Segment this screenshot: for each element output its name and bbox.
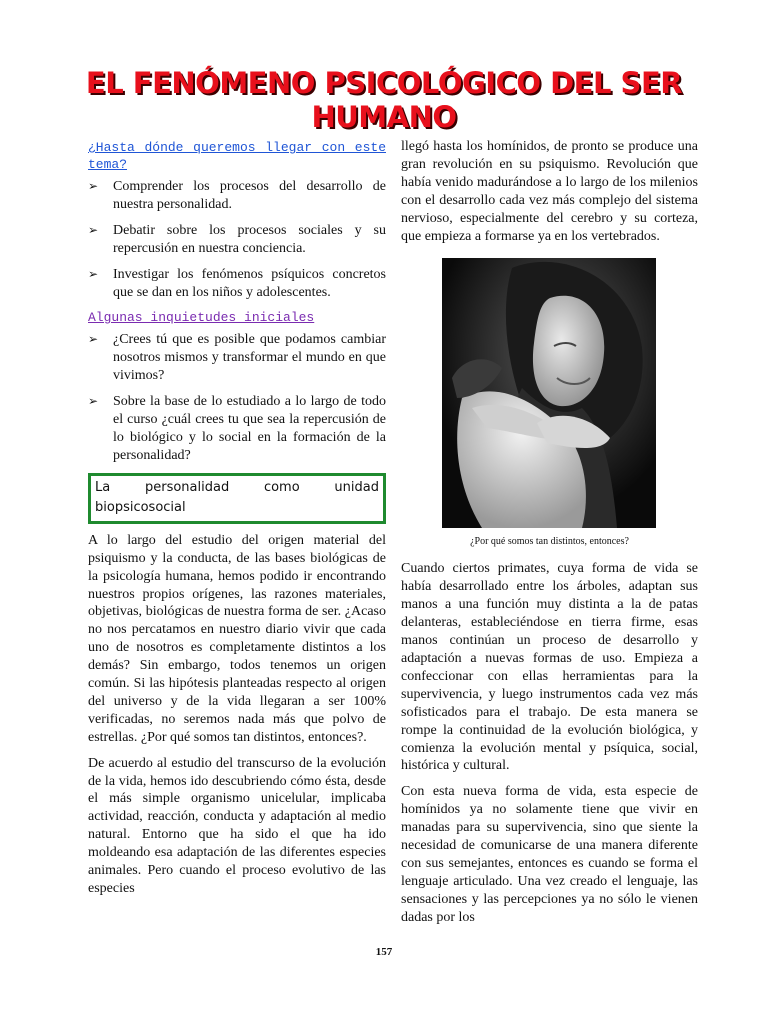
list-item (88, 178, 386, 214)
list-item (88, 266, 386, 302)
list-item-text: Sobre la base de lo estudiado a lo largo de todo el curso ¿cuál crees tu que sea la repercusión de lo biológico y lo social en la formación de la personalidad? (113, 394, 386, 463)
arrow-right-icon: ➢ (88, 266, 99, 281)
page-title (84, 66, 684, 134)
list-item (88, 331, 386, 385)
list-item-text: Comprender los procesos del desarrollo de nuestra personalidad. (113, 179, 386, 212)
photo-illustration (442, 258, 656, 528)
box-word: unidad (334, 479, 379, 495)
list-item (88, 393, 386, 465)
box-line-2: biopsicosocial (95, 499, 186, 515)
body-paragraph: llegó hasta los homínidos, de pronto se produce una gran revolución en su psiquismo. Revolución que había venido madurándose a lo largo de los milenios con el desarrollo cada vez más complejo del sistema nervioso, especialmente del cerebro y su corteza, que empieza a formarse ya en los vertebrados. (401, 139, 698, 244)
box-word: La (95, 479, 111, 495)
body-paragraph: De acuerdo al estudio del transcurso de la evolución de la vida, hemos ido descubriendo cómo ésta, desde el más simple organismo unicelular, implicaba actividad, reacción, conducta y adaptación al medio natural. Entorno que ha sido el que ha ido moldeando esa adaptación de las diferentes especies animales. Pero cuando el proceso evolutivo de las especies (88, 755, 386, 896)
arrow-right-icon: ➢ (88, 222, 99, 237)
list-item (88, 222, 386, 258)
box-line-1 (95, 478, 379, 498)
box-word: personalidad (144, 479, 230, 495)
box-word: como (263, 479, 300, 495)
title-line-2: HUMANO (311, 100, 457, 134)
arrow-right-icon: ➢ (88, 394, 99, 409)
section-heading-questions: Algunas inquietudes iniciales (88, 310, 315, 326)
page-number: 157 (375, 946, 393, 958)
right-column (401, 138, 698, 935)
embrace-photo (442, 258, 656, 528)
photo-caption: ¿Por qué somos tan distintos, entonces? (470, 536, 629, 548)
arrow-right-icon: ➢ (88, 179, 99, 193)
list-item-text: Debatir sobre los procesos sociales y su repercusión en nuestra conciencia. (113, 222, 386, 256)
left-column (88, 139, 386, 906)
questions-list (88, 331, 386, 464)
list-item-text: ¿Crees tú que es posible que podamos cambiar nosotros mismos y transformar el mundo en que vivimos? (113, 332, 386, 384)
body-paragraph: Con esta nueva forma de vida, esta especie de homínidos ya no solamente tiene que vivir en manadas para su supervivencia, sino que siente la necesidad de comunicarse de una manera diferente con sus semejantes, entonces es cuando se forma el lenguaje articulado. Una vez creado el lenguaje, las sensaciones y las percepciones ya no sólo le vienen dadas por los (401, 784, 698, 925)
arrow-right-icon: ➢ (88, 332, 99, 347)
list-item-text: Investigar los fenómenos psíquicos concretos que se dan en los niños y adolescentes. (113, 266, 386, 300)
goals-list (88, 178, 386, 301)
title-line-1: EL FENÓMENO PSICOLÓGICO DEL SER (85, 66, 683, 100)
body-paragraph: A lo largo del estudio del origen material del psiquismo y la conducta, de las bases biológicas de la psicología humana, hemos podido ir encontrando nuestros propios orígenes, las razones materiales, objetivas, biológicas de nuestra forma de ser. ¿Acaso no nos percatamos en nuestro diario vivir que cada uno de nosotros es completamente distintos a los demás? Sin embargo, todos tenemos un origen común. Si las hipótesis planteadas respecto al origen del universo y de la vida llegaran a ser 100% verificadas, no seremos nada más que polvo de estrellas. ¿Por qué somos tan distintos, entonces?. (88, 532, 386, 745)
section-heading-box (88, 473, 386, 524)
body-paragraph: Cuando ciertos primates, cuya forma de vida se había desarrollado entre los árboles, adaptan sus manos a una función muy distinta a la de patas delanteras, estableciéndose en tierra firme, esas manos continúan un proceso de desarrollo y adaptación a nuevas formas de uso. Empieza a confeccionar con ellas herramientas para la supervivencia, y luego instrumentos cada vez más sofisticados para el trabajo. De esta manera se rompe la continuidad de la evolución biológica, y comienza la evolución mental y psíquica, social, histórica y cultural. (401, 561, 698, 774)
section-heading-goals: ¿Hasta dónde queremos llegar con este tema? (88, 140, 386, 172)
